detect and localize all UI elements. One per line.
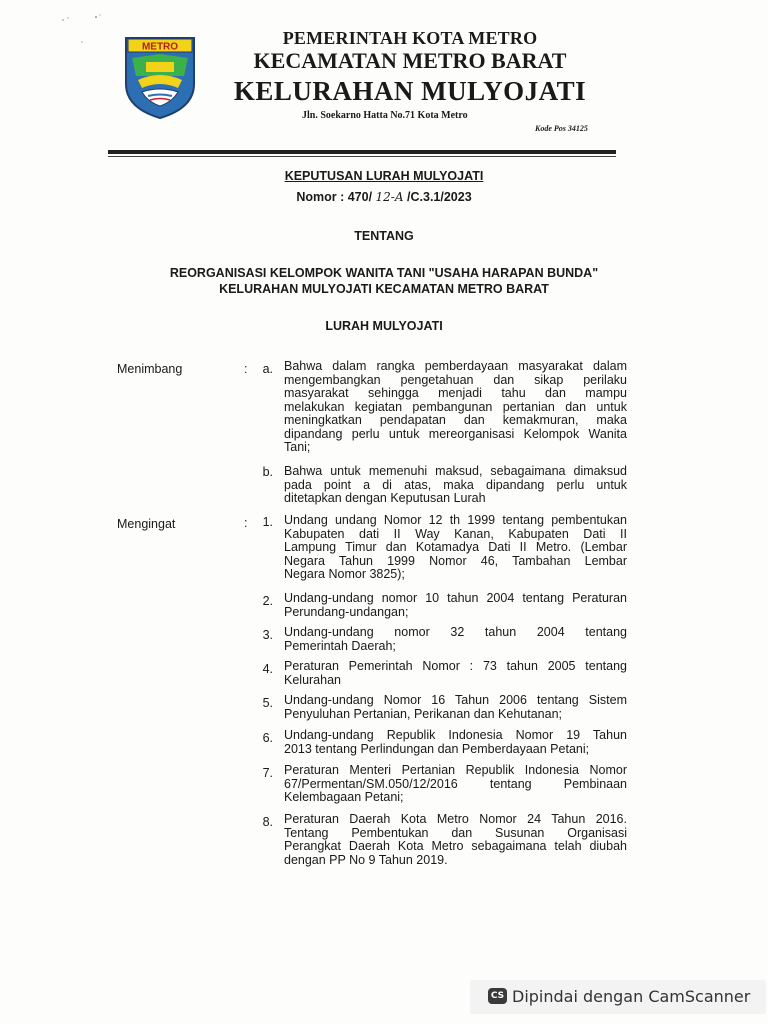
logo-text: METRO [141,41,179,53]
mengingat-colon: : [244,516,248,530]
text-line: Tentang Pembentukan dan Susunan Organisasi [284,825,627,840]
text-line: Lampung Timur dan Kotamadya Dati II Metro. (Lembar [284,540,627,554]
text-line: Tani; [284,440,311,454]
text-line: masyarakat sehingga menjadi tahu dan mampu [284,386,627,400]
mengingat-item [284,813,627,867]
mengingat-item [284,694,627,721]
camscanner-icon: CS [488,988,507,1004]
text-line: dipandang perlu untuk mereorganisasi Kelompok Wanita [284,426,627,441]
header-village-line: KELURAHAN MULYOJATI [233,76,587,106]
menimbang-marker: b. [262,465,273,479]
mengingat-item [284,660,627,687]
mengingat-item [284,626,627,653]
decree-title [0,169,768,183]
camscanner-text: Dipindai dengan CamScanner [512,987,751,1006]
mengingat-marker: 3. [262,628,273,642]
menimbang-item [284,465,627,506]
decree-number-prefix: Nomor : 470/ [296,190,373,204]
mengingat-marker: 5. [262,696,273,710]
text-line: ditetapkan dengan Keputusan Lurah [284,491,486,505]
text-line: Peraturan Menteri Pertanian Republik Indonesia Nomor [284,763,627,777]
text-line: Peraturan Daerah Kota Metro Nomor 24 Tahun 2016. [284,812,627,826]
mengingat-marker: 1. [262,515,273,529]
text-line: Peraturan Pemerintah Nomor : 73 tahun 2005 tentang [284,659,627,673]
decree-number-suffix: /C.3.1/2023 [407,190,472,204]
decree-number [0,190,768,204]
header-address: Jln. Soekarno Hatta No.71 Kota Metro [302,110,468,121]
header-government-line: PEMERINTAH KOTA METRO [282,28,538,48]
text-line: Penyuluhan Pertanian, Perikanan dan Kehutanan; [284,706,562,721]
text-line: Kelurahan [284,672,341,687]
mengingat-item [284,514,627,582]
mengingat-marker: 4. [262,662,273,676]
decree-title-text: KEPUTUSAN LURAH MULYOJATI [284,169,484,183]
header-district-line: KECAMATAN METRO BARAT [253,48,567,73]
mengingat-label: Mengingat [117,517,176,531]
decree-number-handwritten: 12-A [375,190,404,204]
text-line: meningkatkan pendapatan dan kemakmuran, maka [284,413,627,427]
text-line: pada point a di atas, maka dipandang perlu untuk [284,477,627,492]
text-line: dengan PP No 9 Tahun 2019. [284,852,448,867]
text-line: Pemerintah Daerah; [284,638,396,653]
text-line: melakukan kegiatan pembangunan pertanian dan untuk [284,399,627,414]
decree-subject-line1: REORGANISASI KELOMPOK WANITA TANI "USAHA HARAPAN BUNDA" [169,266,599,280]
scan-specks [60,12,110,52]
letterhead-rule-thin [108,156,616,157]
decree-authority: LURAH MULYOJATI [325,319,443,333]
text-line: Negara Nomor 3825); [284,567,405,581]
letterhead-rule-thick [108,150,616,154]
text-line: Undang-undang Nomor 16 Tahun 2006 tentang Sistem [284,693,627,707]
text-line: Undang-undang Republik Indonesia Nomor 19 Tahun [284,728,627,742]
menimbang-marker: a. [262,362,273,376]
text-line: Undang undang Nomor 12 th 1999 tentang pembentukan [284,513,627,527]
text-line: Perangkat Daerah Kota Metro sebagaimana telah diubah [284,839,627,853]
text-line: 67/Permentan/SM.050/12/2016 tentang Pembinaan [284,776,627,791]
menimbang-label: Menimbang [117,362,183,376]
mengingat-item [284,764,627,805]
mengingat-marker: 7. [262,766,273,780]
menimbang-item [284,360,627,455]
text-line: mengembangkan pengetahuan dan sikap perilaku [284,372,627,387]
metro-city-emblem [122,36,198,120]
text-line: Kabupaten dati II Way Kanan, Kabupaten Dati II [284,526,627,541]
text-line: 2013 tentang Perlindungan dan Pemberdayaan Petani; [284,741,590,756]
mengingat-marker: 8. [262,815,273,829]
text-line: Undang-undang nomor 10 tahun 2004 tentang Peraturan [284,591,627,605]
text-line: Negara Tahun 1999 Nomor 46, Tambahan Lembar [284,553,627,568]
text-line: Kelembagaan Petani; [284,790,404,804]
text-line: Undang-undang nomor 32 tahun 2004 tentang [284,625,627,639]
text-line: Bahwa untuk memenuhi maksud, sebagaimana dimaksud [284,464,627,478]
text-line: Perundang-undangan; [284,604,409,619]
decree-about: TENTANG [354,229,414,243]
menimbang-colon: : [244,362,248,376]
mengingat-item [284,729,627,756]
decree-subject-line2: KELURAHAN MULYOJATI KECAMATAN METRO BARAT [219,282,549,296]
header-postal-code: Kode Pos 34125 [535,124,588,133]
text-line: Bahwa dalam rangka pemberdayaan masyarakat dalam [284,359,627,373]
mengingat-item [284,592,627,619]
mengingat-marker: 2. [262,594,273,608]
mengingat-marker: 6. [262,731,273,745]
